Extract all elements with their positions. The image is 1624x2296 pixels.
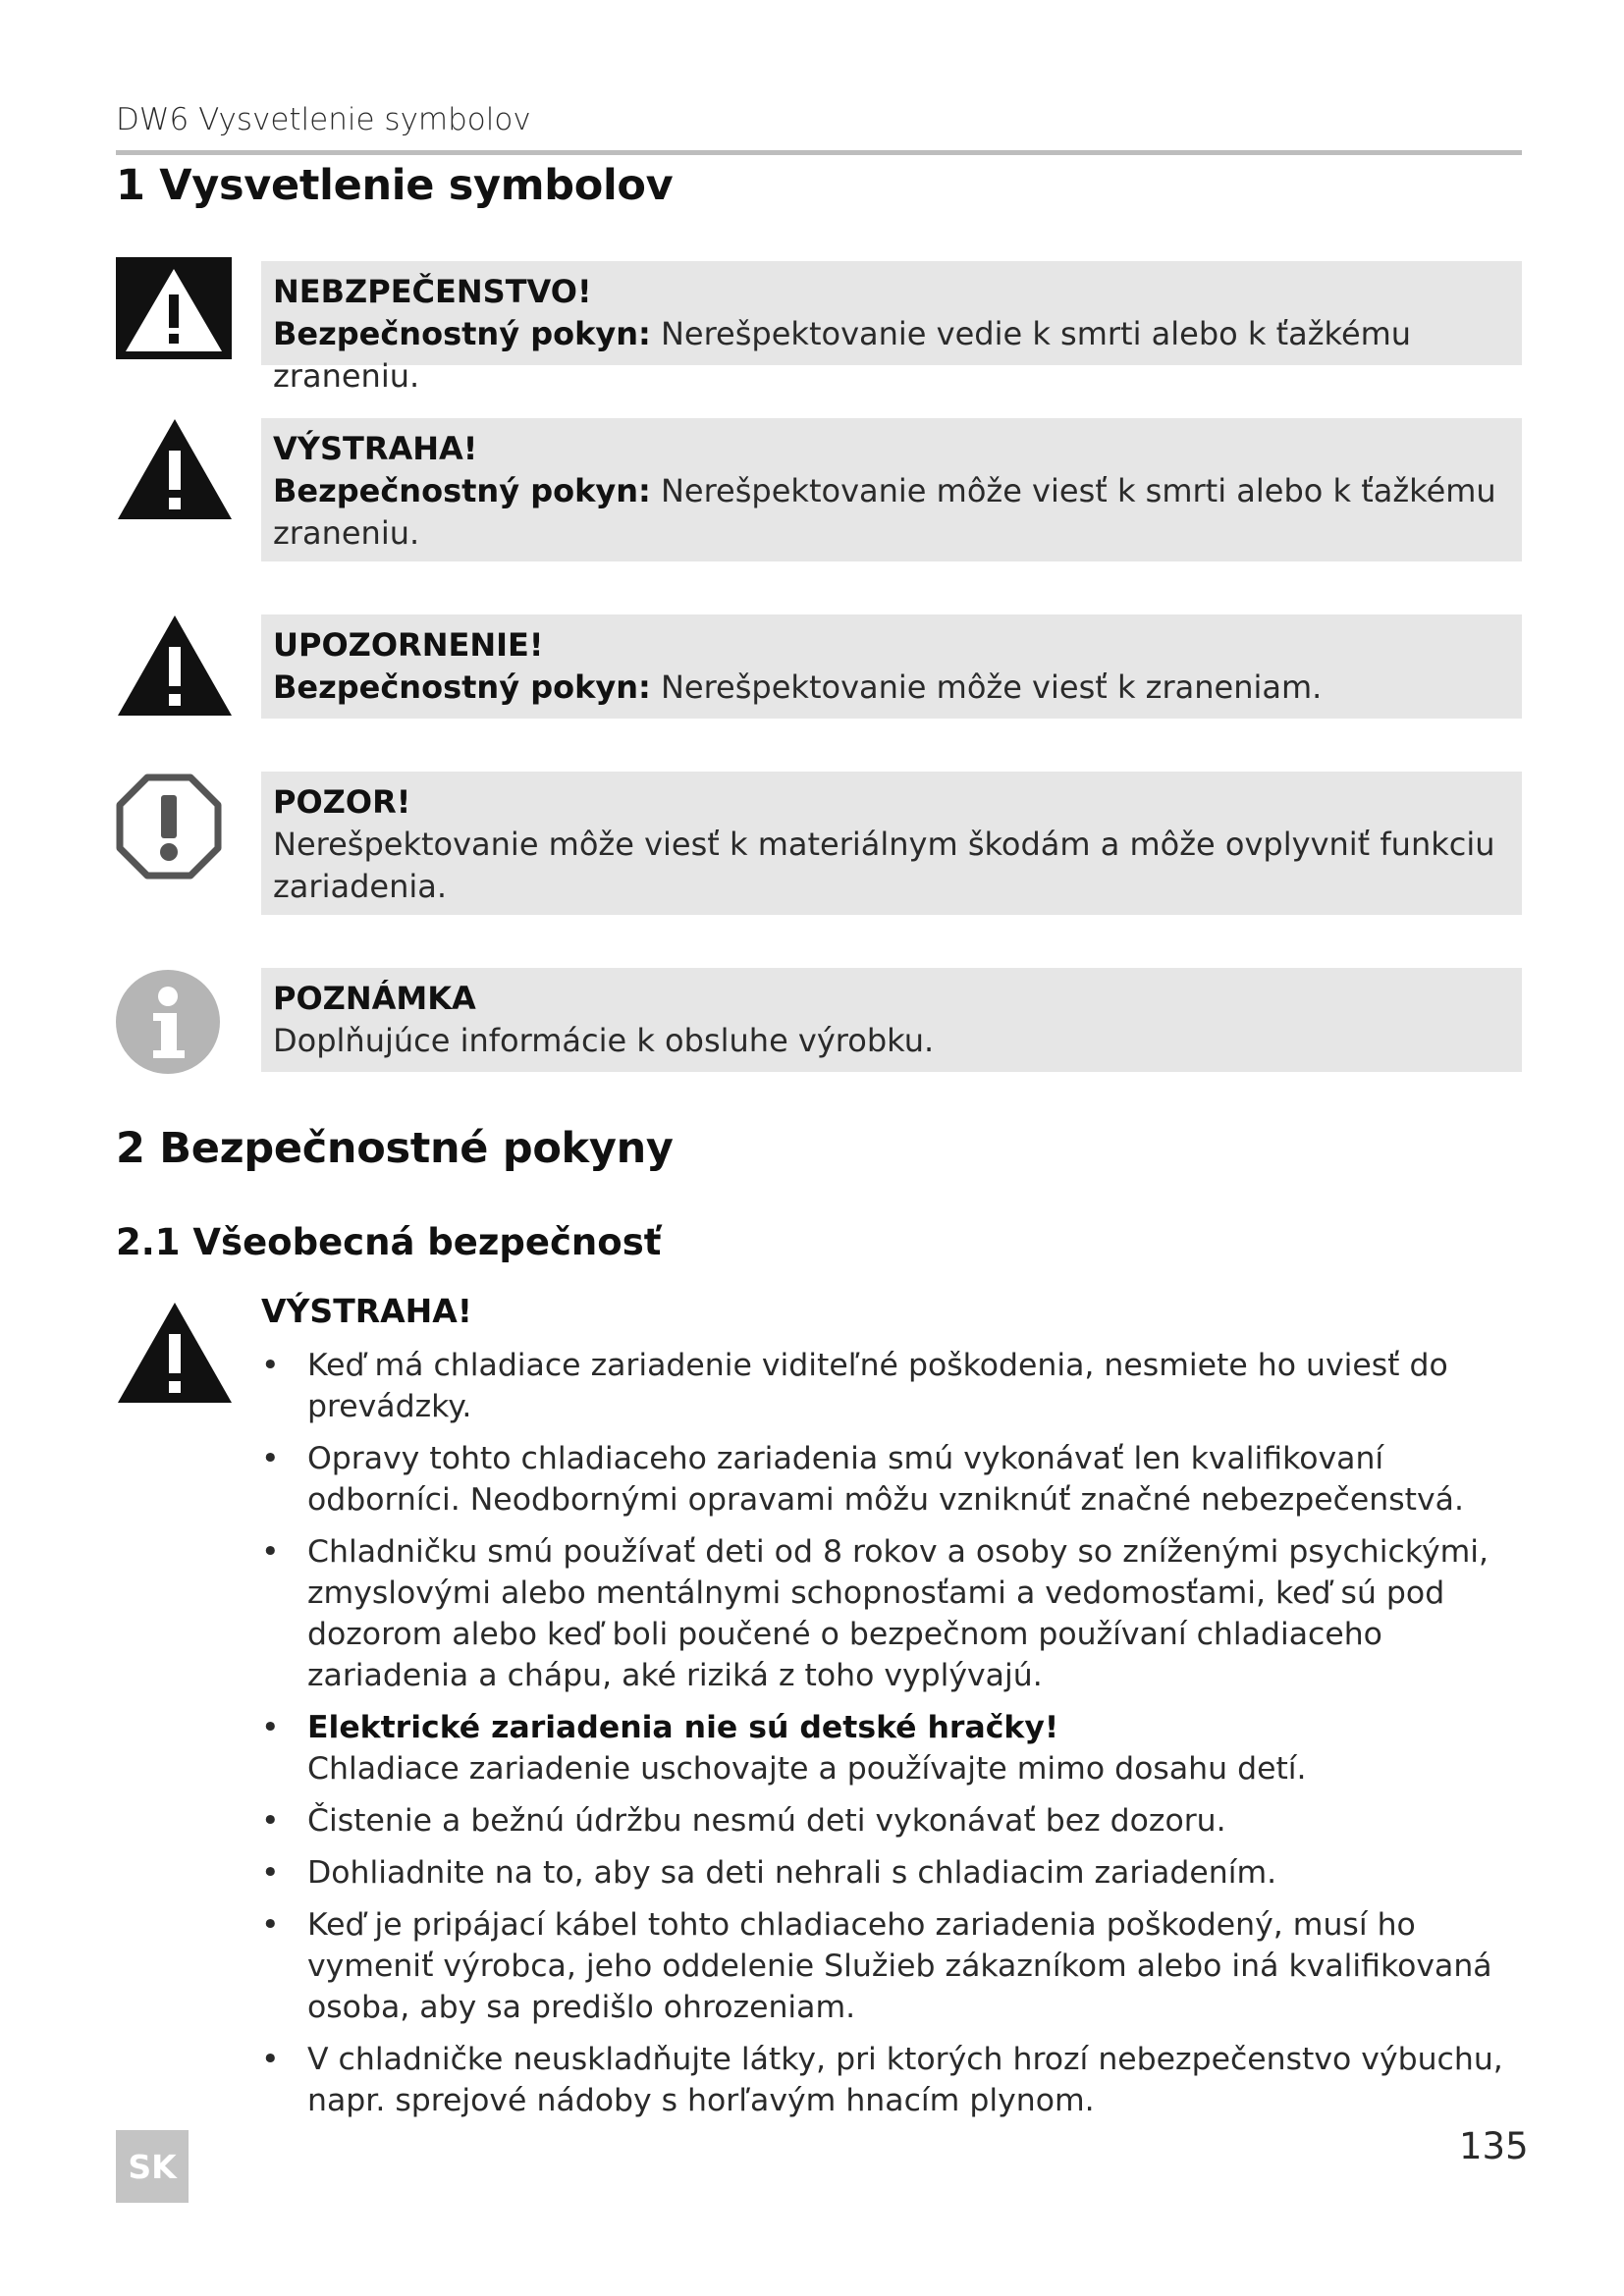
- symbol-title: NEBZPEČENSTVO!: [273, 273, 592, 310]
- bullet-dot: •: [261, 1855, 280, 1891]
- safety-bullet-list: [261, 1345, 1538, 2132]
- bullet-dot: •: [261, 1803, 280, 1839]
- symbol-title: POZNÁMKA: [273, 980, 476, 1017]
- symbol-box-warning: [261, 418, 1522, 561]
- section-2-title: 2 Bezpečnostné pokyny: [116, 1124, 674, 1173]
- bullet-dot: •: [261, 2042, 280, 2077]
- symbol-text: Nerešpektovanie môže viesť k smrti alebo k ťažkému zraneniu.: [273, 472, 1496, 552]
- list-item: [261, 2039, 1538, 2121]
- list-item: [261, 1707, 1538, 1789]
- info-icon: [116, 970, 220, 1074]
- symbol-text: Doplňujúce informácie k obsluhe výrobku.: [273, 1022, 935, 1059]
- bullet-text: V chladničke neuskladňujte látky, pri ktorých hrozí nebezpečenstvo výbuchu, napr. sprejové nádoby s horľavým hnacím plynom.: [307, 2042, 1503, 2118]
- danger-triangle-icon: [116, 257, 232, 359]
- bullet-dot: •: [261, 1907, 280, 1943]
- bullet-dot: •: [261, 1348, 280, 1383]
- list-item: [261, 1531, 1538, 1696]
- section-1-title: 1 Vysvetlenie symbolov: [116, 161, 674, 210]
- bullet-text: Dohliadnite na to, aby sa deti nehrali s chladiacim zariadením.: [307, 1855, 1277, 1891]
- list-item: [261, 1852, 1538, 1894]
- bullet-text: Keď má chladiace zariadenie viditeľné poškodenia, nesmiete ho uviesť do prevádzky.: [307, 1348, 1448, 1424]
- caution-triangle-icon: [116, 614, 234, 718]
- symbol-lead: Bezpečnostný pokyn:: [273, 315, 651, 352]
- subsection-2-1-title: 2.1 Všeobecná bezpečnosť: [116, 1221, 662, 1263]
- warning-triangle-icon: [116, 417, 234, 521]
- symbol-box-notice: [261, 772, 1522, 915]
- bullet-text: Čistenie a bežnú údržbu nesmú deti vykonávať bez dozoru.: [307, 1803, 1226, 1839]
- symbol-lead: Bezpečnostný pokyn:: [273, 472, 651, 509]
- warning-triangle-icon: [116, 1301, 234, 1405]
- symbol-text: Nerešpektovanie môže viesť k zraneniam.: [650, 668, 1323, 706]
- bullet-dot: •: [261, 1710, 280, 1745]
- bullet-text: Chladiace zariadenie uschovajte a používajte mimo dosahu detí.: [307, 1751, 1307, 1787]
- list-item: [261, 1345, 1538, 1427]
- symbol-lead: Bezpečnostný pokyn:: [273, 668, 651, 706]
- running-header: DW6 Vysvetlenie symbolov: [116, 102, 531, 137]
- bullet-text: Chladničku smú používať deti od 8 rokov a osoby so zníženými psychickými, zmyslovými alebo mentálnymi schopnosťami a vedomosťami, keď sú pod dozorom alebo keď boli poučené o bezpečnom používaní chladiaceho zariadenia a chápu, aké riziká z toho vyplývajú.: [307, 1534, 1489, 1693]
- bullet-dot: •: [261, 1534, 280, 1570]
- bullet-strong-text: Elektrické zariadenia nie sú detské hračky!: [307, 1710, 1059, 1745]
- list-item: [261, 1800, 1538, 1842]
- symbol-text: Nerešpektovanie môže viesť k materiálnym škodám a môže ovplyvniť funkciu zariadenia.: [273, 826, 1495, 905]
- symbol-box-danger: [261, 261, 1522, 395]
- symbol-box-info: [261, 968, 1522, 1072]
- notice-octagon-icon: [116, 774, 222, 880]
- symbol-title: VÝSTRAHA!: [273, 430, 478, 467]
- symbol-text: Nerešpektovanie vedie k smrti alebo k ťažkému zraneniu.: [273, 315, 1412, 395]
- bullet-text: Keď je pripájací kábel tohto chladiaceho zariadenia poškodený, musí ho vymeniť výrobca, jeho oddelenie Služieb zákazníkom alebo iná kvalifikovaná osoba, aby sa predišlo ohrozeniam.: [307, 1907, 1492, 2025]
- symbol-title: POZOR!: [273, 783, 411, 821]
- warning-title: VÝSTRAHA!: [261, 1292, 472, 1330]
- bullet-text: Opravy tohto chladiaceho zariadenia smú vykonávať len kvalifikovaní odborníci. Neodbornými opravami môžu vzniknúť značné nebezpečenstvá.: [307, 1441, 1464, 1518]
- language-badge: SK: [116, 2130, 189, 2203]
- list-item: [261, 1438, 1538, 1521]
- symbol-title: UPOZORNENIE!: [273, 626, 544, 664]
- bullet-dot: •: [261, 1441, 280, 1476]
- page-number: 135: [1459, 2125, 1529, 2167]
- header-rule: [116, 150, 1522, 155]
- symbol-box-caution: [261, 614, 1522, 719]
- list-item: [261, 1904, 1538, 2028]
